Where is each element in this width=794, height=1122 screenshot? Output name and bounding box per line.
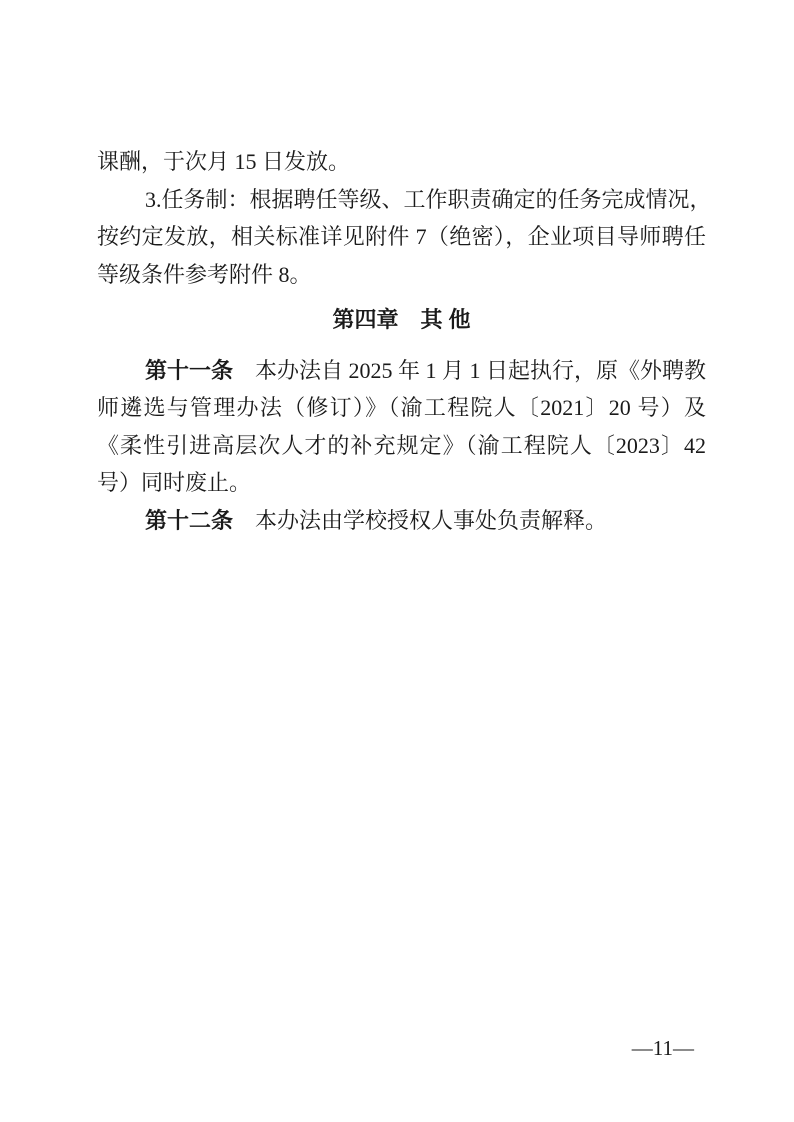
article-number: 第十二条 — [145, 507, 234, 533]
paragraph — [97, 181, 712, 294]
paragraph — [97, 143, 706, 181]
text-line: 课酬，于次月 15 日发放。 — [97, 149, 351, 174]
paragraph — [97, 502, 706, 540]
text-line — [97, 502, 706, 540]
text-line: 师遴选与管理办法（修订）》（渝工程院人〔2021〕20 号）及 — [97, 395, 706, 420]
paragraph — [97, 352, 706, 502]
text-line: 按约定发放，相关标准详见附件 7（绝密），企业项目导师聘任 — [97, 224, 706, 249]
text-line: 3.任务制：根据聘任等级、工作职责确定的任务完成情况， — [145, 186, 712, 212]
text-line: 等级条件参考附件 8。 — [97, 261, 312, 287]
article-number: 第十一条 — [145, 357, 234, 383]
text-line — [97, 352, 706, 390]
text-line: 《柔性引进高层次人才的补充规定》（渝工程院人〔2023〕42 — [97, 432, 706, 458]
line-text: 本办法自 2025 年 1 月 1 日起执行，原《外聘教 — [233, 357, 707, 383]
line-text: 本办法由学校授权人事处负责解释。 — [233, 507, 608, 533]
chapter-heading: 第四章 其 他 — [332, 307, 471, 332]
page-number: —11— — [631, 1036, 694, 1060]
text-line: 号）同时废止。 — [97, 470, 252, 495]
document-content — [97, 143, 712, 539]
